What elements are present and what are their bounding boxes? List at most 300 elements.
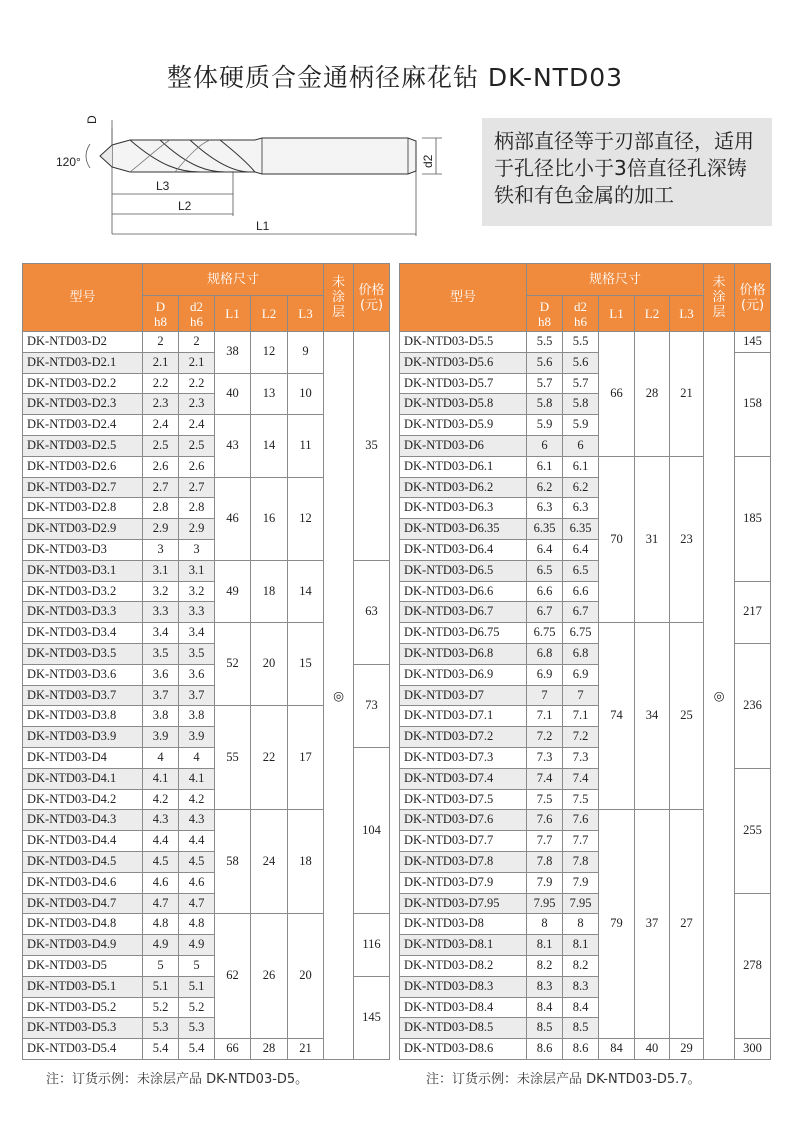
l2-cell: 28: [251, 1039, 288, 1060]
d2-cell: 4.8: [179, 914, 215, 935]
l2-cell: 26: [251, 914, 288, 1039]
label-d2: d2: [421, 154, 435, 168]
d-cell: 2: [143, 332, 179, 353]
d-cell: 5.8: [527, 394, 563, 415]
model-cell: DK-NTD03-D5.6: [400, 352, 527, 373]
model-cell: DK-NTD03-D2.3: [23, 394, 143, 415]
model-cell: DK-NTD03-D5.9: [400, 415, 527, 436]
l2-cell: 31: [635, 456, 670, 622]
d2-cell: 6.7: [563, 602, 599, 623]
d2-cell: 8.1: [563, 935, 599, 956]
header-d2-line: h6: [574, 313, 587, 329]
d2-cell: 7.2: [563, 727, 599, 748]
model-cell: DK-NTD03-D3.2: [23, 581, 143, 602]
header-price-line: 价格: [739, 282, 766, 298]
d-cell: 8.4: [527, 997, 563, 1018]
l3-cell: 20: [288, 914, 324, 1039]
model-cell: DK-NTD03-D6.75: [400, 623, 527, 644]
l1-cell: 43: [215, 415, 251, 477]
model-cell: DK-NTD03-D4.3: [23, 810, 143, 831]
header-uncoated-line: 未: [332, 275, 346, 290]
label-d: D: [85, 115, 99, 124]
d-cell: 3.8: [143, 706, 179, 727]
d-cell: 4.8: [143, 914, 179, 935]
model-cell: DK-NTD03-D2.5: [23, 435, 143, 456]
model-cell: DK-NTD03-D6.2: [400, 477, 527, 498]
model-cell: DK-NTD03-D2.9: [23, 519, 143, 540]
d2-cell: 6.3: [563, 498, 599, 519]
model-cell: DK-NTD03-D5.4: [23, 1039, 143, 1060]
header-d: [527, 296, 563, 332]
d2-cell: 7.9: [563, 872, 599, 893]
d2-cell: 2.1: [179, 352, 215, 373]
model-cell: DK-NTD03-D3.5: [23, 643, 143, 664]
model-cell: DK-NTD03-D4.8: [23, 914, 143, 935]
l3-cell: 15: [288, 623, 324, 706]
d2-cell: 2.6: [179, 456, 215, 477]
d2-cell: 7.4: [563, 768, 599, 789]
d-cell: 2.2: [143, 373, 179, 394]
d2-cell: 7.7: [563, 831, 599, 852]
d-cell: 2.1: [143, 352, 179, 373]
l2-cell: 12: [251, 332, 288, 374]
d-cell: 8: [527, 914, 563, 935]
model-cell: DK-NTD03-D4.1: [23, 768, 143, 789]
model-cell: DK-NTD03-D7.2: [400, 727, 527, 748]
model-cell: DK-NTD03-D3: [23, 539, 143, 560]
d2-cell: 8: [563, 914, 599, 935]
header-d-line: h8: [538, 313, 551, 329]
d2-cell: 4: [179, 747, 215, 768]
l2-cell: 16: [251, 477, 288, 560]
d2-cell: 4.9: [179, 935, 215, 956]
model-cell: DK-NTD03-D8.1: [400, 935, 527, 956]
spec-table-left: [22, 263, 390, 1060]
d2-cell: 7.1: [563, 706, 599, 727]
l1-cell: 46: [215, 477, 251, 560]
d2-cell: 3.7: [179, 685, 215, 706]
model-cell: DK-NTD03-D7.7: [400, 831, 527, 852]
price-cell: 217: [735, 581, 771, 643]
d-cell: 3: [143, 539, 179, 560]
d2-cell: 7.95: [563, 893, 599, 914]
d-cell: 4.1: [143, 768, 179, 789]
model-cell: DK-NTD03-D6.3: [400, 498, 527, 519]
header-d2: [563, 296, 599, 332]
model-cell: DK-NTD03-D6.6: [400, 581, 527, 602]
l1-cell: 52: [215, 623, 251, 706]
d2-cell: 6.5: [563, 560, 599, 581]
d2-cell: 3.1: [179, 560, 215, 581]
price-cell: 185: [735, 456, 771, 581]
header-uncoated-line: 涂: [712, 290, 726, 305]
header-d-line: D: [539, 298, 550, 314]
d2-cell: 3.8: [179, 706, 215, 727]
model-cell: DK-NTD03-D3.8: [23, 706, 143, 727]
l3-cell: 18: [288, 810, 324, 914]
table-row: [23, 332, 390, 353]
d-cell: 6.4: [527, 539, 563, 560]
d-cell: 6.3: [527, 498, 563, 519]
model-cell: DK-NTD03-D8.2: [400, 955, 527, 976]
l2-cell: 18: [251, 560, 288, 622]
model-cell: DK-NTD03-D3.9: [23, 727, 143, 748]
d-cell: 6.2: [527, 477, 563, 498]
model-cell: DK-NTD03-D2.2: [23, 373, 143, 394]
model-cell: DK-NTD03-D8.5: [400, 1018, 527, 1039]
model-cell: DK-NTD03-D2.7: [23, 477, 143, 498]
d-cell: 4.7: [143, 893, 179, 914]
model-cell: DK-NTD03-D7.5: [400, 789, 527, 810]
d-cell: 3.7: [143, 685, 179, 706]
header-price: [354, 264, 390, 332]
header-d-line: D: [155, 298, 166, 314]
header-uncoated: [324, 264, 354, 332]
d-cell: 8.2: [527, 955, 563, 976]
header-uncoated-line: 层: [712, 305, 726, 320]
model-cell: DK-NTD03-D7.1: [400, 706, 527, 727]
price-cell: 158: [735, 352, 771, 456]
model-cell: DK-NTD03-D8.3: [400, 976, 527, 997]
d2-cell: 7: [563, 685, 599, 706]
d-cell: 6.6: [527, 581, 563, 602]
d-cell: 6.9: [527, 664, 563, 685]
d-cell: 8.1: [527, 935, 563, 956]
d2-cell: 2.8: [179, 498, 215, 519]
header-uncoated-line: 涂: [332, 290, 346, 305]
d-cell: 4: [143, 747, 179, 768]
l3-cell: 21: [670, 332, 704, 457]
price-cell: 145: [354, 976, 390, 1059]
d-cell: 7.1: [527, 706, 563, 727]
d-cell: 3.4: [143, 623, 179, 644]
d-cell: 5.2: [143, 997, 179, 1018]
model-cell: DK-NTD03-D2.4: [23, 415, 143, 436]
d2-cell: 6: [563, 435, 599, 456]
d-cell: 2.7: [143, 477, 179, 498]
header-uncoated: [704, 264, 735, 332]
d2-cell: 5.2: [179, 997, 215, 1018]
d2-cell: 7.5: [563, 789, 599, 810]
d-cell: 7.95: [527, 893, 563, 914]
l3-cell: 14: [288, 560, 324, 622]
model-cell: DK-NTD03-D5.7: [400, 373, 527, 394]
model-cell: DK-NTD03-D3.3: [23, 602, 143, 623]
d-cell: 5.9: [527, 415, 563, 436]
d-cell: 4.9: [143, 935, 179, 956]
model-cell: DK-NTD03-D6.9: [400, 664, 527, 685]
header-price-line: (元): [359, 297, 384, 313]
model-cell: DK-NTD03-D6.35: [400, 519, 527, 540]
header-l1: L1: [215, 296, 251, 332]
d-cell: 7.7: [527, 831, 563, 852]
header-model: 型号: [400, 264, 527, 332]
order-note-right: 注：订货示例：未涂层产品 DK-NTD03-D5.7。: [426, 1072, 701, 1087]
model-cell: DK-NTD03-D8.6: [400, 1039, 527, 1060]
price-cell: 236: [735, 643, 771, 768]
l1-cell: 40: [215, 373, 251, 415]
l2-cell: 24: [251, 810, 288, 914]
d-cell: 5.1: [143, 976, 179, 997]
d2-cell: 6.35: [563, 519, 599, 540]
model-cell: DK-NTD03-D7.4: [400, 768, 527, 789]
d-cell: 2.3: [143, 394, 179, 415]
d2-cell: 3.9: [179, 727, 215, 748]
d2-cell: 7.8: [563, 851, 599, 872]
d2-cell: 3.2: [179, 581, 215, 602]
uncoated-mark-cell: ◎: [704, 332, 735, 1060]
price-cell: 300: [735, 1039, 771, 1060]
d-cell: 4.6: [143, 872, 179, 893]
d2-cell: 4.2: [179, 789, 215, 810]
d-cell: 5.5: [527, 332, 563, 353]
d2-cell: 5.6: [563, 352, 599, 373]
description-box: 柄部直径等于刃部直径，适用于孔径比小于3倍直径孔深铸铁和有色金属的加工: [482, 118, 772, 226]
header-uncoated-line: 层: [332, 305, 346, 320]
model-cell: DK-NTD03-D5.3: [23, 1018, 143, 1039]
price-cell: 145: [735, 332, 771, 353]
d2-cell: 5.1: [179, 976, 215, 997]
d2-cell: 4.4: [179, 831, 215, 852]
drill-diagram: [50, 108, 460, 244]
d2-cell: 5.9: [563, 415, 599, 436]
model-cell: DK-NTD03-D2: [23, 332, 143, 353]
model-cell: DK-NTD03-D4: [23, 747, 143, 768]
price-cell: 104: [354, 747, 390, 913]
d-cell: 7.2: [527, 727, 563, 748]
l1-cell: 66: [215, 1039, 251, 1060]
d2-cell: 4.3: [179, 810, 215, 831]
d-cell: 3.2: [143, 581, 179, 602]
d2-cell: 5.8: [563, 394, 599, 415]
label-l1: L1: [256, 219, 270, 233]
d-cell: 7.6: [527, 810, 563, 831]
header-spec: 规格尺寸: [527, 264, 704, 296]
d2-cell: 3: [179, 539, 215, 560]
d-cell: 2.9: [143, 519, 179, 540]
model-cell: DK-NTD03-D3.4: [23, 623, 143, 644]
d2-cell: 6.2: [563, 477, 599, 498]
d-cell: 5.4: [143, 1039, 179, 1060]
d2-cell: 6.1: [563, 456, 599, 477]
model-cell: DK-NTD03-D7.8: [400, 851, 527, 872]
l3-cell: 9: [288, 332, 324, 374]
d-cell: 3.9: [143, 727, 179, 748]
l3-cell: 11: [288, 415, 324, 477]
header-d2-line: d2: [190, 298, 203, 314]
d2-cell: 3.5: [179, 643, 215, 664]
d2-cell: 2.9: [179, 519, 215, 540]
model-cell: DK-NTD03-D4.9: [23, 935, 143, 956]
d-cell: 7.3: [527, 747, 563, 768]
d-cell: 4.5: [143, 851, 179, 872]
d-cell: 7.5: [527, 789, 563, 810]
header-d2-line: d2: [574, 298, 587, 314]
l2-cell: 14: [251, 415, 288, 477]
l3-cell: 10: [288, 373, 324, 415]
d2-cell: 6.9: [563, 664, 599, 685]
model-cell: DK-NTD03-D6: [400, 435, 527, 456]
header-l1: L1: [599, 296, 635, 332]
model-cell: DK-NTD03-D7: [400, 685, 527, 706]
l3-cell: 23: [670, 456, 704, 622]
page-title: 整体硬质合金通柄径麻花钻 DK-NTD03: [166, 63, 624, 92]
d2-cell: 8.4: [563, 997, 599, 1018]
l1-cell: 66: [599, 332, 635, 457]
header-d: [143, 296, 179, 332]
model-cell: DK-NTD03-D5: [23, 955, 143, 976]
d2-cell: 2.3: [179, 394, 215, 415]
model-cell: DK-NTD03-D2.8: [23, 498, 143, 519]
model-cell: DK-NTD03-D3.1: [23, 560, 143, 581]
model-cell: DK-NTD03-D4.4: [23, 831, 143, 852]
d2-cell: 7.6: [563, 810, 599, 831]
model-cell: DK-NTD03-D8.4: [400, 997, 527, 1018]
header-l2: L2: [251, 296, 288, 332]
header-model: 型号: [23, 264, 143, 332]
d-cell: 7: [527, 685, 563, 706]
d-cell: 8.6: [527, 1039, 563, 1060]
header-d-line: h8: [154, 313, 167, 329]
d2-cell: 5.7: [563, 373, 599, 394]
d-cell: 5.7: [527, 373, 563, 394]
model-cell: DK-NTD03-D4.7: [23, 893, 143, 914]
l1-cell: 74: [599, 623, 635, 810]
price-cell: 35: [354, 332, 390, 561]
l2-cell: 37: [635, 810, 670, 1039]
header-d2: [179, 296, 215, 332]
model-cell: DK-NTD03-D7.6: [400, 810, 527, 831]
d-cell: 8.5: [527, 1018, 563, 1039]
d2-cell: 4.6: [179, 872, 215, 893]
model-cell: DK-NTD03-D6.8: [400, 643, 527, 664]
label-l2: L2: [178, 199, 192, 213]
header-uncoated-line: 未: [712, 275, 726, 290]
d-cell: 3.3: [143, 602, 179, 623]
d-cell: 6.75: [527, 623, 563, 644]
table-row: [400, 332, 771, 353]
l2-cell: 34: [635, 623, 670, 810]
d2-cell: 4.7: [179, 893, 215, 914]
d-cell: 6.1: [527, 456, 563, 477]
header-l2: L2: [635, 296, 670, 332]
model-cell: DK-NTD03-D2.1: [23, 352, 143, 373]
model-cell: DK-NTD03-D6.5: [400, 560, 527, 581]
spec-table-right: [399, 263, 771, 1060]
model-cell: DK-NTD03-D5.5: [400, 332, 527, 353]
order-note-left: 注：订货示例：未涂层产品 DK-NTD03-D5。: [46, 1072, 309, 1087]
d2-cell: 8.3: [563, 976, 599, 997]
l3-cell: 17: [288, 706, 324, 810]
l1-cell: 79: [599, 810, 635, 1039]
label-angle: 120°: [56, 155, 81, 169]
l1-cell: 62: [215, 914, 251, 1039]
d2-cell: 2.5: [179, 435, 215, 456]
l1-cell: 84: [599, 1039, 635, 1060]
l1-cell: 70: [599, 456, 635, 622]
model-cell: DK-NTD03-D3.7: [23, 685, 143, 706]
model-cell: DK-NTD03-D7.95: [400, 893, 527, 914]
d2-cell: 6.75: [563, 623, 599, 644]
model-cell: DK-NTD03-D6.4: [400, 539, 527, 560]
d-cell: 6.7: [527, 602, 563, 623]
l3-cell: 25: [670, 623, 704, 810]
l3-cell: 21: [288, 1039, 324, 1060]
model-cell: DK-NTD03-D3.6: [23, 664, 143, 685]
d-cell: 6.8: [527, 643, 563, 664]
model-cell: DK-NTD03-D5.8: [400, 394, 527, 415]
model-cell: DK-NTD03-D4.6: [23, 872, 143, 893]
l3-cell: 12: [288, 477, 324, 560]
d2-cell: 3.4: [179, 623, 215, 644]
d-cell: 7.8: [527, 851, 563, 872]
model-cell: DK-NTD03-D5.1: [23, 976, 143, 997]
d-cell: 8.3: [527, 976, 563, 997]
l1-cell: 55: [215, 706, 251, 810]
model-cell: DK-NTD03-D6.1: [400, 456, 527, 477]
model-cell: DK-NTD03-D4.5: [23, 851, 143, 872]
model-cell: DK-NTD03-D7.9: [400, 872, 527, 893]
model-cell: DK-NTD03-D5.2: [23, 997, 143, 1018]
d2-cell: 3.3: [179, 602, 215, 623]
d-cell: 2.8: [143, 498, 179, 519]
header-d2-line: h6: [190, 313, 203, 329]
d2-cell: 5.3: [179, 1018, 215, 1039]
d2-cell: 5.4: [179, 1039, 215, 1060]
l2-cell: 40: [635, 1039, 670, 1060]
d-cell: 4.2: [143, 789, 179, 810]
d2-cell: 4.5: [179, 851, 215, 872]
label-l3: L3: [156, 179, 170, 193]
l1-cell: 58: [215, 810, 251, 914]
d-cell: 5.6: [527, 352, 563, 373]
l3-cell: 27: [670, 810, 704, 1039]
price-cell: 278: [735, 893, 771, 1039]
uncoated-mark-cell: ◎: [324, 332, 354, 1060]
header-price-line: 价格: [358, 282, 385, 298]
l3-cell: 29: [670, 1039, 704, 1060]
d2-cell: 3.6: [179, 664, 215, 685]
l1-cell: 49: [215, 560, 251, 622]
d-cell: 2.6: [143, 456, 179, 477]
d-cell: 3.5: [143, 643, 179, 664]
d2-cell: 2.2: [179, 373, 215, 394]
price-cell: 255: [735, 768, 771, 893]
model-cell: DK-NTD03-D4.2: [23, 789, 143, 810]
l2-cell: 20: [251, 623, 288, 706]
d2-cell: 2.4: [179, 415, 215, 436]
l1-cell: 38: [215, 332, 251, 374]
price-cell: 63: [354, 560, 390, 664]
d-cell: 3.6: [143, 664, 179, 685]
d2-cell: 6.6: [563, 581, 599, 602]
d-cell: 2.4: [143, 415, 179, 436]
d-cell: 6: [527, 435, 563, 456]
d2-cell: 6.8: [563, 643, 599, 664]
d2-cell: 2.7: [179, 477, 215, 498]
d2-cell: 4.1: [179, 768, 215, 789]
price-cell: 73: [354, 664, 390, 747]
d-cell: 3.1: [143, 560, 179, 581]
l2-cell: 28: [635, 332, 670, 457]
d2-cell: 5: [179, 955, 215, 976]
header-price-line: (元): [740, 297, 765, 313]
d-cell: 2.5: [143, 435, 179, 456]
d-cell: 7.9: [527, 872, 563, 893]
header-l3: L3: [288, 296, 324, 332]
d-cell: 6.35: [527, 519, 563, 540]
d-cell: 7.4: [527, 768, 563, 789]
